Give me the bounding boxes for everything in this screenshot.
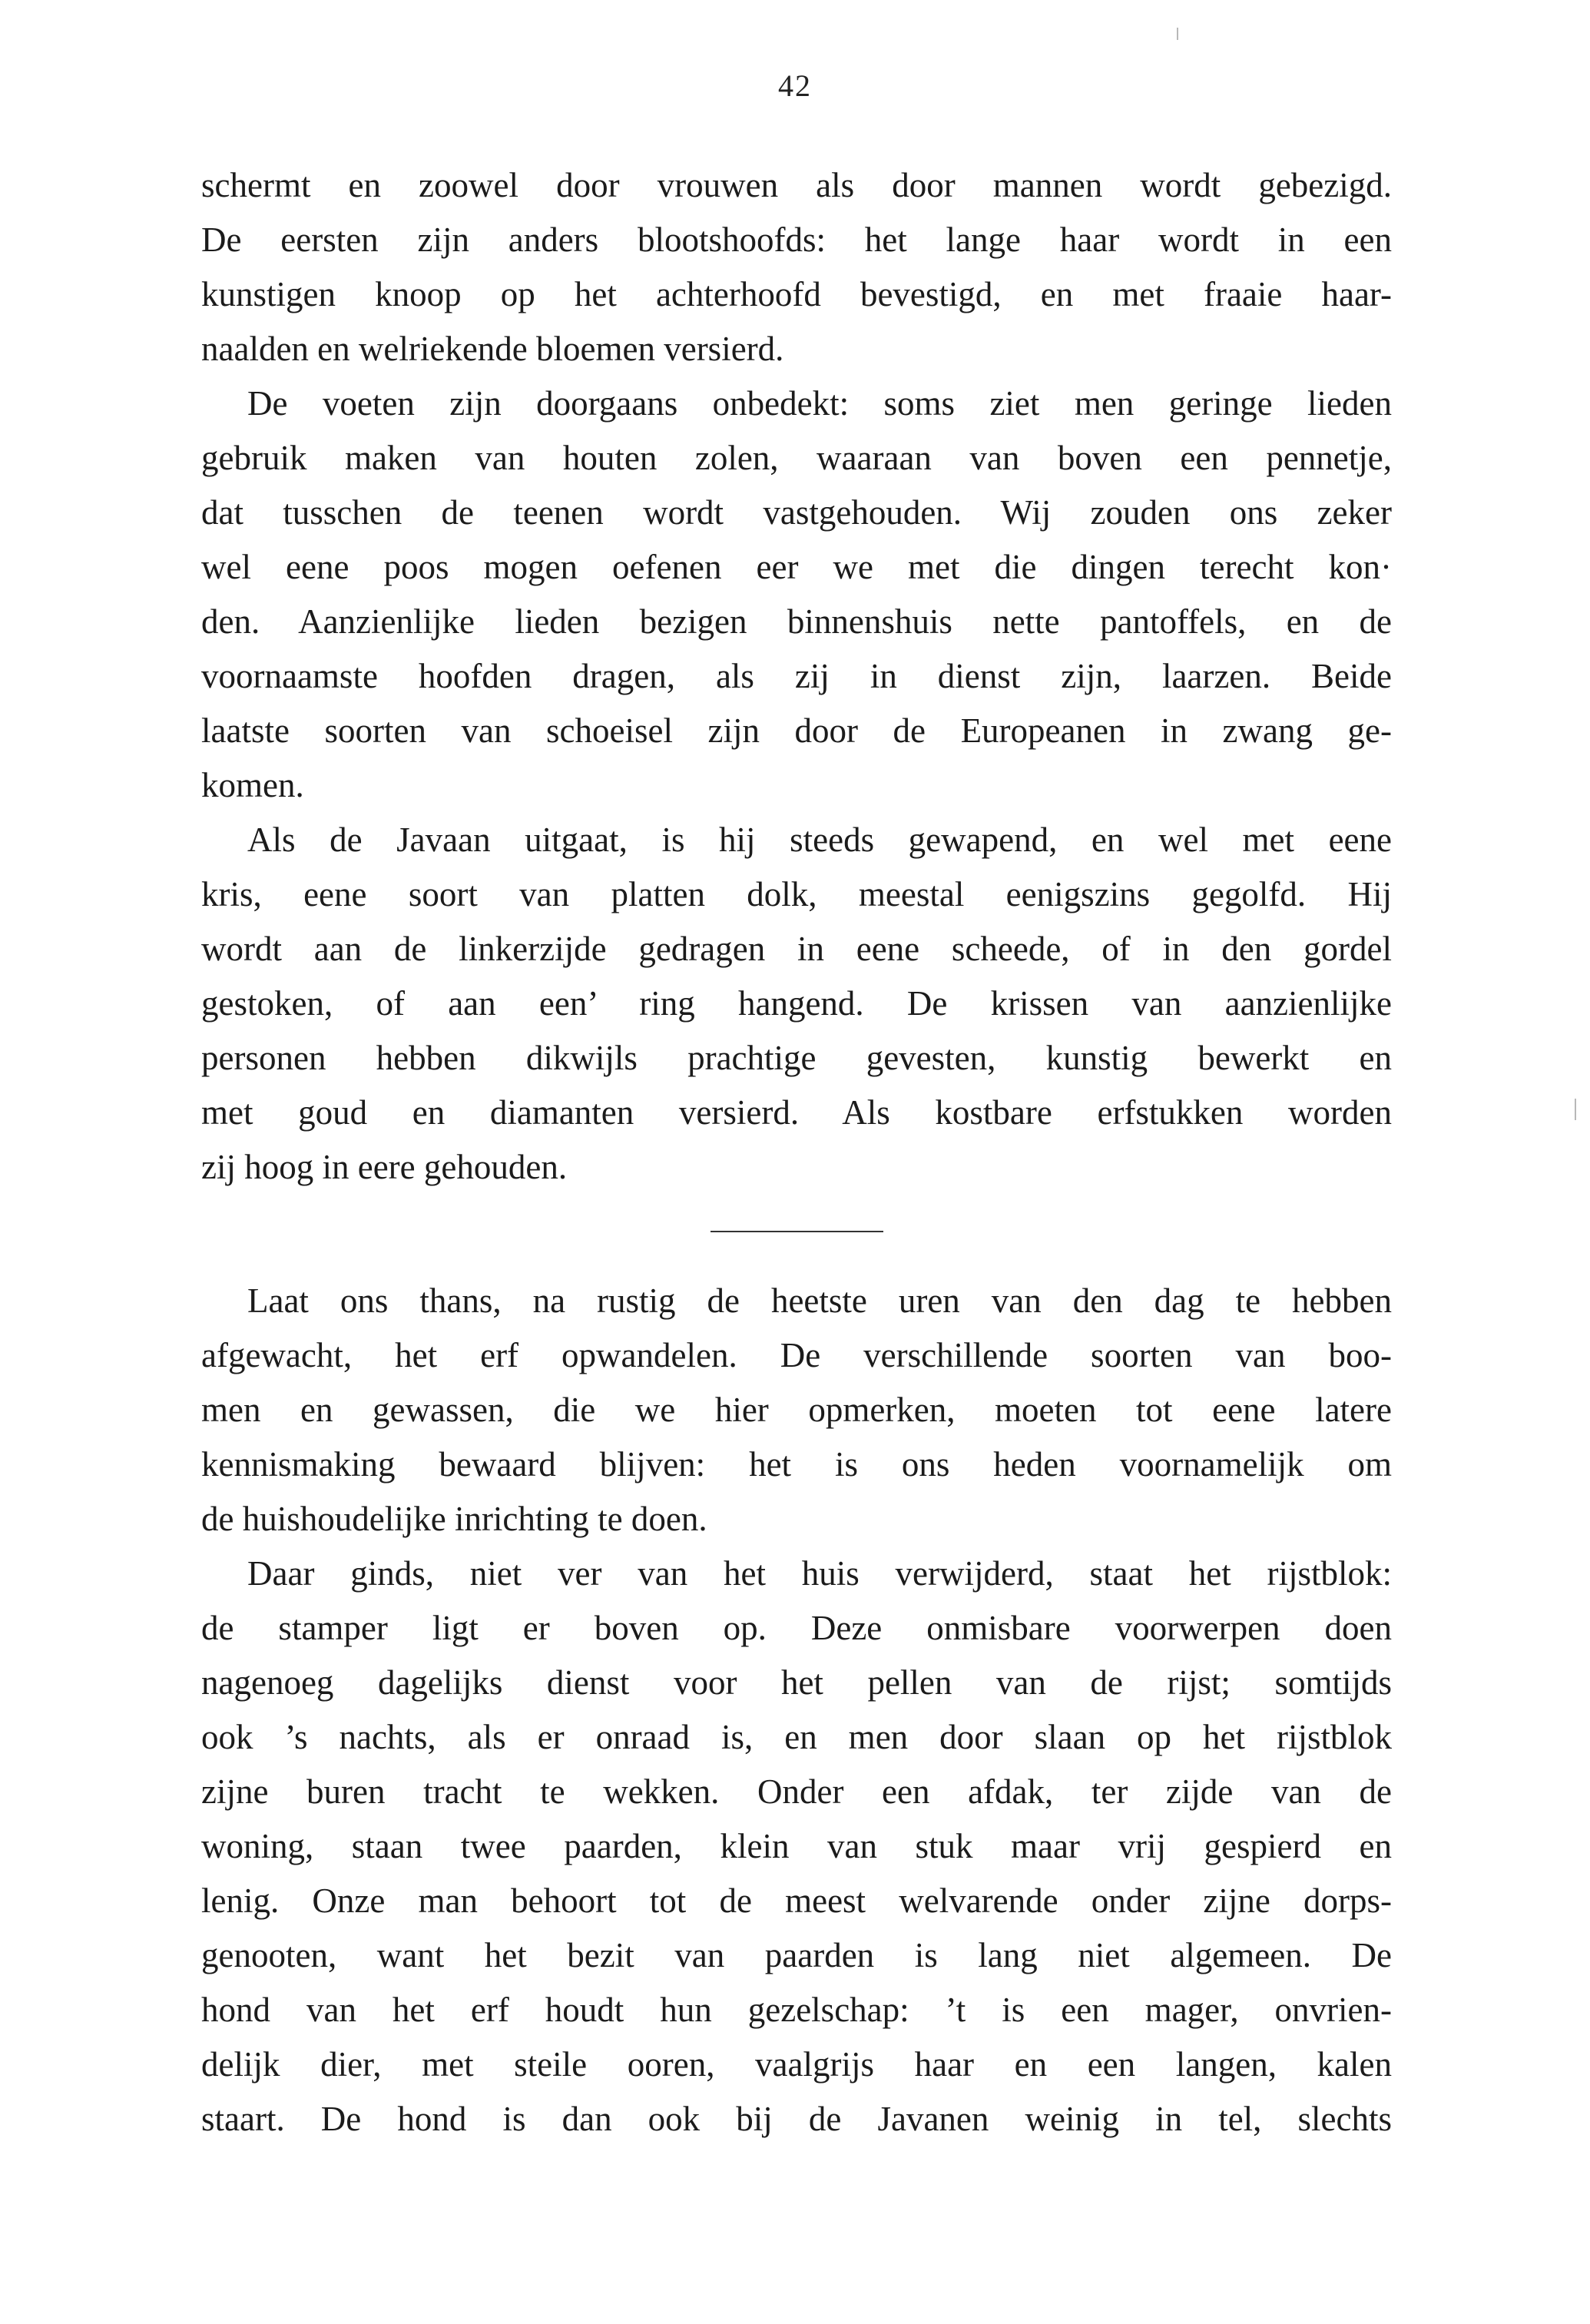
text-line: lenig. Onze man behoort tot de meest welvarende onder zijne dorps- [201, 1881, 1392, 1920]
text-line: zij hoog in eere gehouden. [201, 1148, 568, 1186]
text-section-1 [201, 158, 1392, 1195]
text-line: personen hebben dikwijls prachtige gevesten, kunstig bewerkt en [201, 1039, 1392, 1077]
text-line: De eersten zijn anders blootshoofds: het lange haar wordt in een [201, 220, 1392, 259]
text-line: voornaamste hoofden dragen, als zij in dienst zijn, laarzen. Beide [201, 657, 1392, 695]
text-line: wel eene poos mogen oefenen eer we met die dingen terecht kon· [201, 548, 1392, 586]
text-line: naalden en welriekende bloemen versierd. [201, 330, 784, 368]
text-line: genooten, want het bezit van paarden is lang niet algemeen. De [201, 1936, 1392, 1974]
text-line: gestoken, of aan een’ ring hangend. De krissen van aanzienlijke [201, 984, 1392, 1023]
text-line: schermt en zoowel door vrouwen als door mannen wordt gebezigd. [201, 166, 1392, 204]
text-line: wordt aan de linkerzijde gedragen in eene scheede, of in den gordel [201, 930, 1392, 968]
paragraph-start-line: Laat ons thans, na rustig de heetste uren van den dag te hebben [247, 1281, 1392, 1320]
section-separator [711, 1231, 883, 1232]
text-line: hond van het erf houdt hun gezelschap: ’t is een mager, onvrien- [201, 1991, 1392, 2029]
text-section-2 [201, 1274, 1392, 2147]
text-line: men en gewassen, die we hier opmerken, moeten tot eene latere [201, 1391, 1392, 1429]
text-line: delijk dier, met steile ooren, vaalgrijs haar en een langen, kalen [201, 2045, 1392, 2084]
paragraph-start-line: Als de Javaan uitgaat, is hij steeds gewapend, en wel met eene [247, 821, 1392, 859]
text-line: dat tusschen de teenen wordt vastgehouden. Wij zouden ons zeker [201, 493, 1392, 532]
text-line: ook ’s nachts, als er onraad is, en men door slaan op het rijstblok [201, 1718, 1392, 1756]
text-line: gebruik maken van houten zolen, waaraan van boven een pennetje, [201, 439, 1392, 477]
margin-mark [1177, 28, 1178, 40]
text-line: de stamper ligt er boven op. Deze onmisbare voorwerpen doen [201, 1609, 1392, 1647]
text-line: kunstigen knoop op het achterhoofd bevestigd, en met fraaie haar- [201, 275, 1392, 313]
margin-mark [1575, 1099, 1576, 1120]
text-line: komen. [201, 766, 304, 804]
text-line: zijne buren tracht te wekken. Onder een afdak, ter zijde van de [201, 1772, 1392, 1811]
text-line: laatste soorten van schoeisel zijn door de Europeanen in zwang ge- [201, 711, 1392, 750]
text-line: staart. De hond is dan ook bij de Javanen weinig in tel, slechts [201, 2100, 1392, 2138]
text-line: de huishoudelijke inrichting te doen. [201, 1500, 707, 1538]
text-line: kennismaking bewaard blijven: het is ons heden voornamelijk om [201, 1445, 1392, 1484]
text-line: nagenoeg dagelijks dienst voor het pellen van de rijst; somtijds [201, 1663, 1392, 1702]
paragraph-start-line: De voeten zijn doorgaans onbedekt: soms ziet men geringe lieden [247, 384, 1392, 423]
text-line: afgewacht, het erf opwandelen. De verschillende soorten van boo- [201, 1336, 1392, 1374]
text-line: met goud en diamanten versierd. Als kostbare erfstukken worden [201, 1093, 1392, 1132]
text-line: kris, eene soort van platten dolk, meestal eenigszins gegolfd. Hij [201, 875, 1392, 913]
paragraph-start-line: Daar ginds, niet ver van het huis verwijderd, staat het rijstblok: [247, 1554, 1392, 1593]
text-line: woning, staan twee paarden, klein van stuk maar vrij gespierd en [201, 1827, 1392, 1865]
text-line: den. Aanzienlijke lieden bezigen binnenshuis nette pantoffels, en de [201, 602, 1392, 641]
page-number: 42 [778, 68, 812, 103]
